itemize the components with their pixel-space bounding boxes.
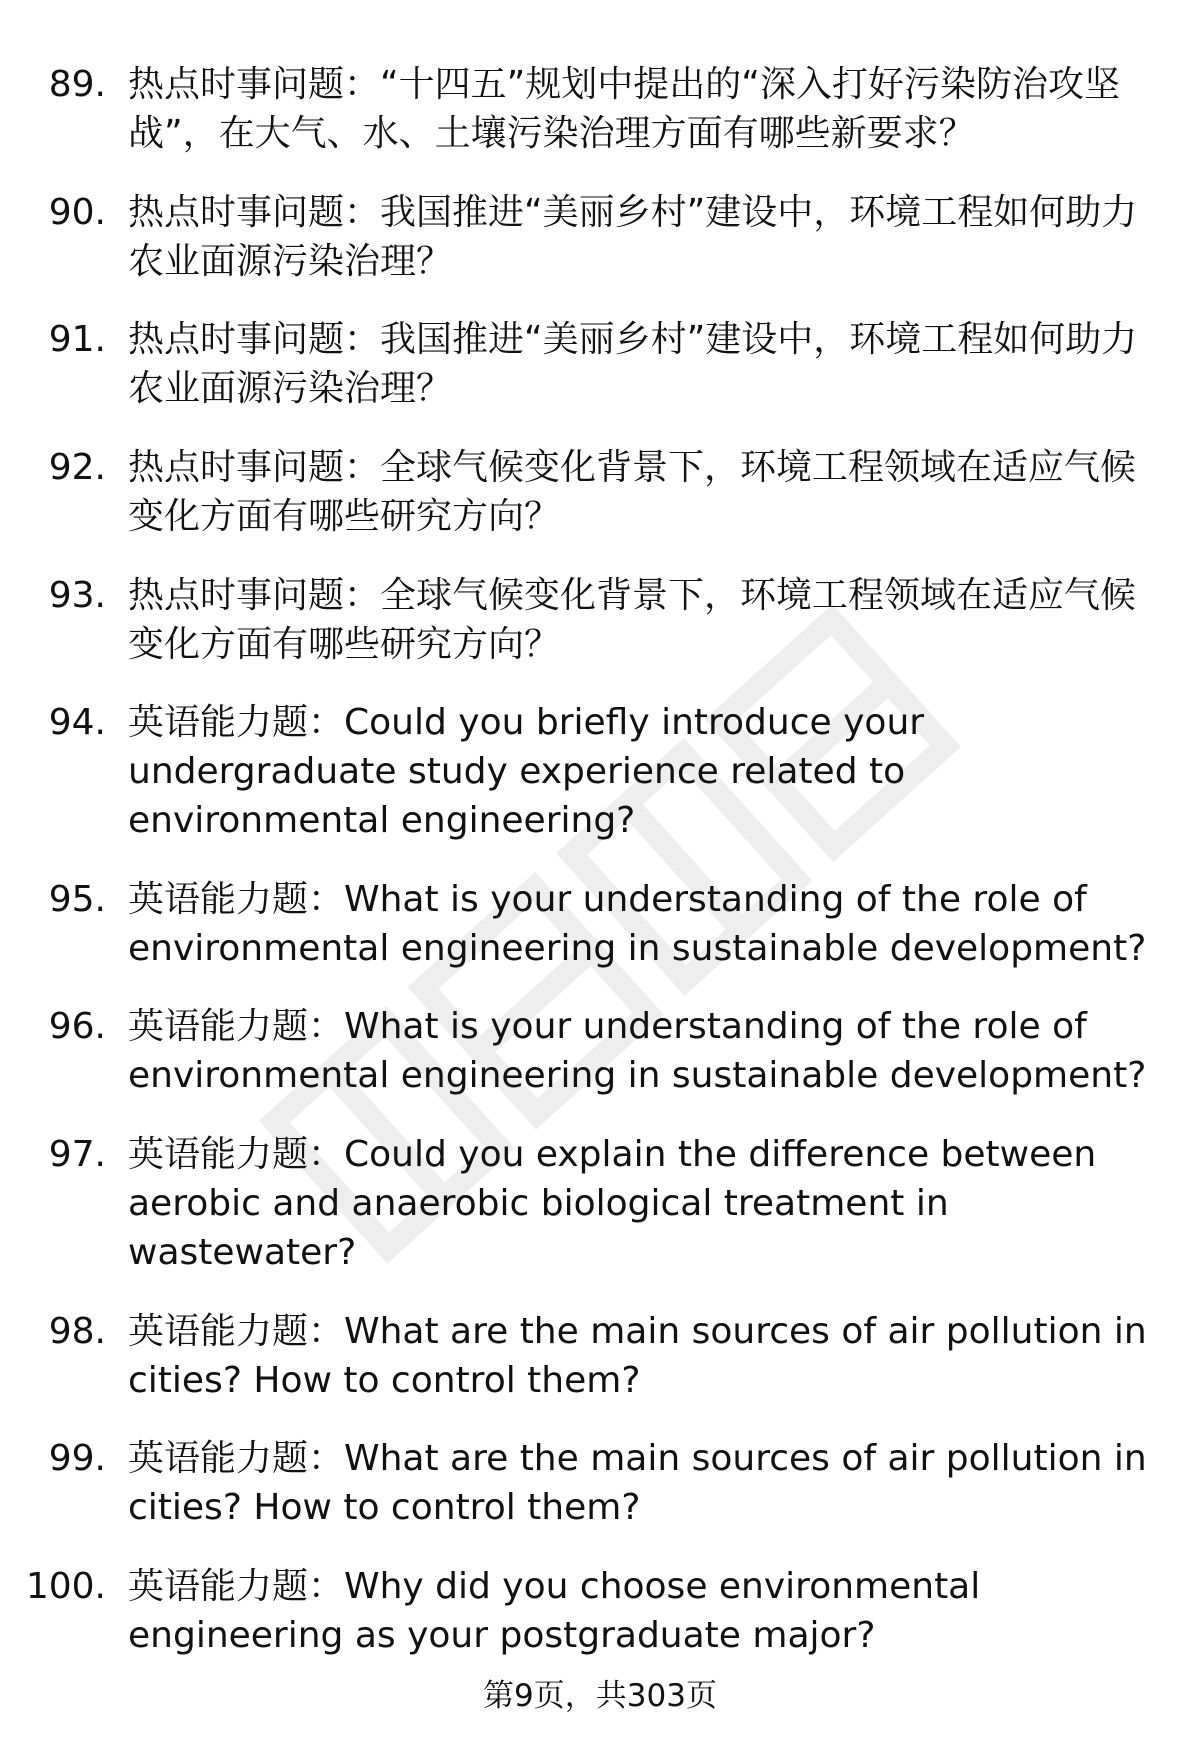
question-number: 89. (48, 64, 106, 105)
question-number: 98. (48, 1310, 106, 1352)
question-number: 93. (48, 574, 106, 616)
question-item (0, 1130, 1200, 1277)
question-item (0, 315, 1200, 413)
question-text: 热点时事问题：“十四五”规划中提出的“深入打好污染防治攻坚战”，在大气、水、土壤污染治理方面有哪些新要求？ (128, 64, 1120, 154)
question-number: 90. (48, 191, 106, 233)
question-item (0, 1307, 1200, 1405)
question-number: 95. (48, 878, 106, 920)
question-item (0, 1434, 1200, 1532)
page-number-label: 第9页，共303页 (483, 1678, 717, 1714)
page-footer (0, 1676, 1200, 1716)
question-text: 热点时事问题：全球气候变化背景下，环境工程领域在适应气候变化方面有哪些研究方向？ (128, 574, 1137, 665)
question-text: 英语能力题：What are the main sources of air pollution in cities? How to control them? (128, 1438, 1147, 1529)
question-text: 英语能力题：Could you briefly introduce your undergraduate study experience related to environmental engineering? (128, 702, 925, 842)
question-number: 94. (48, 702, 106, 744)
question-item (0, 571, 1200, 669)
question-text: 英语能力题：What are the main sources of air pollution in cities? How to control them? (128, 1310, 1147, 1401)
question-number: 96. (48, 1006, 106, 1048)
question-item (0, 1562, 1200, 1660)
question-number: 91. (48, 319, 106, 361)
question-text: 英语能力题：Could you explain the difference between aerobic and anaerobic biological treatment in wastewater? (128, 1134, 1097, 1273)
question-number: 100. (25, 1565, 106, 1607)
question-item (0, 875, 1200, 973)
question-text: 英语能力题：Why did you choose environmental engineering as your postgraduate major? (128, 1565, 981, 1656)
question-list (0, 60, 1200, 1660)
question-item (0, 1002, 1200, 1100)
question-text: 英语能力题：What is your understanding of the role of environmental engineering in sustainable development? (128, 878, 1147, 969)
question-item (0, 698, 1200, 845)
question-number: 92. (48, 446, 106, 488)
question-text: 英语能力题：What is your understanding of the role of environmental engineering in sustainable development? (128, 1006, 1147, 1097)
question-number: 99. (48, 1438, 106, 1480)
question-text: 热点时事问题：全球气候变化背景下，环境工程领域在适应气候变化方面有哪些研究方向？ (128, 446, 1137, 537)
question-item (0, 188, 1200, 286)
question-text: 热点时事问题：我国推进“美丽乡村”建设中，环境工程如何助力农业面源污染治理？ (128, 191, 1138, 282)
question-item (0, 443, 1200, 541)
question-text: 热点时事问题：我国推进“美丽乡村”建设中，环境工程如何助力农业面源污染治理？ (128, 319, 1138, 410)
question-number: 97. (48, 1134, 106, 1175)
question-item (0, 60, 1200, 158)
